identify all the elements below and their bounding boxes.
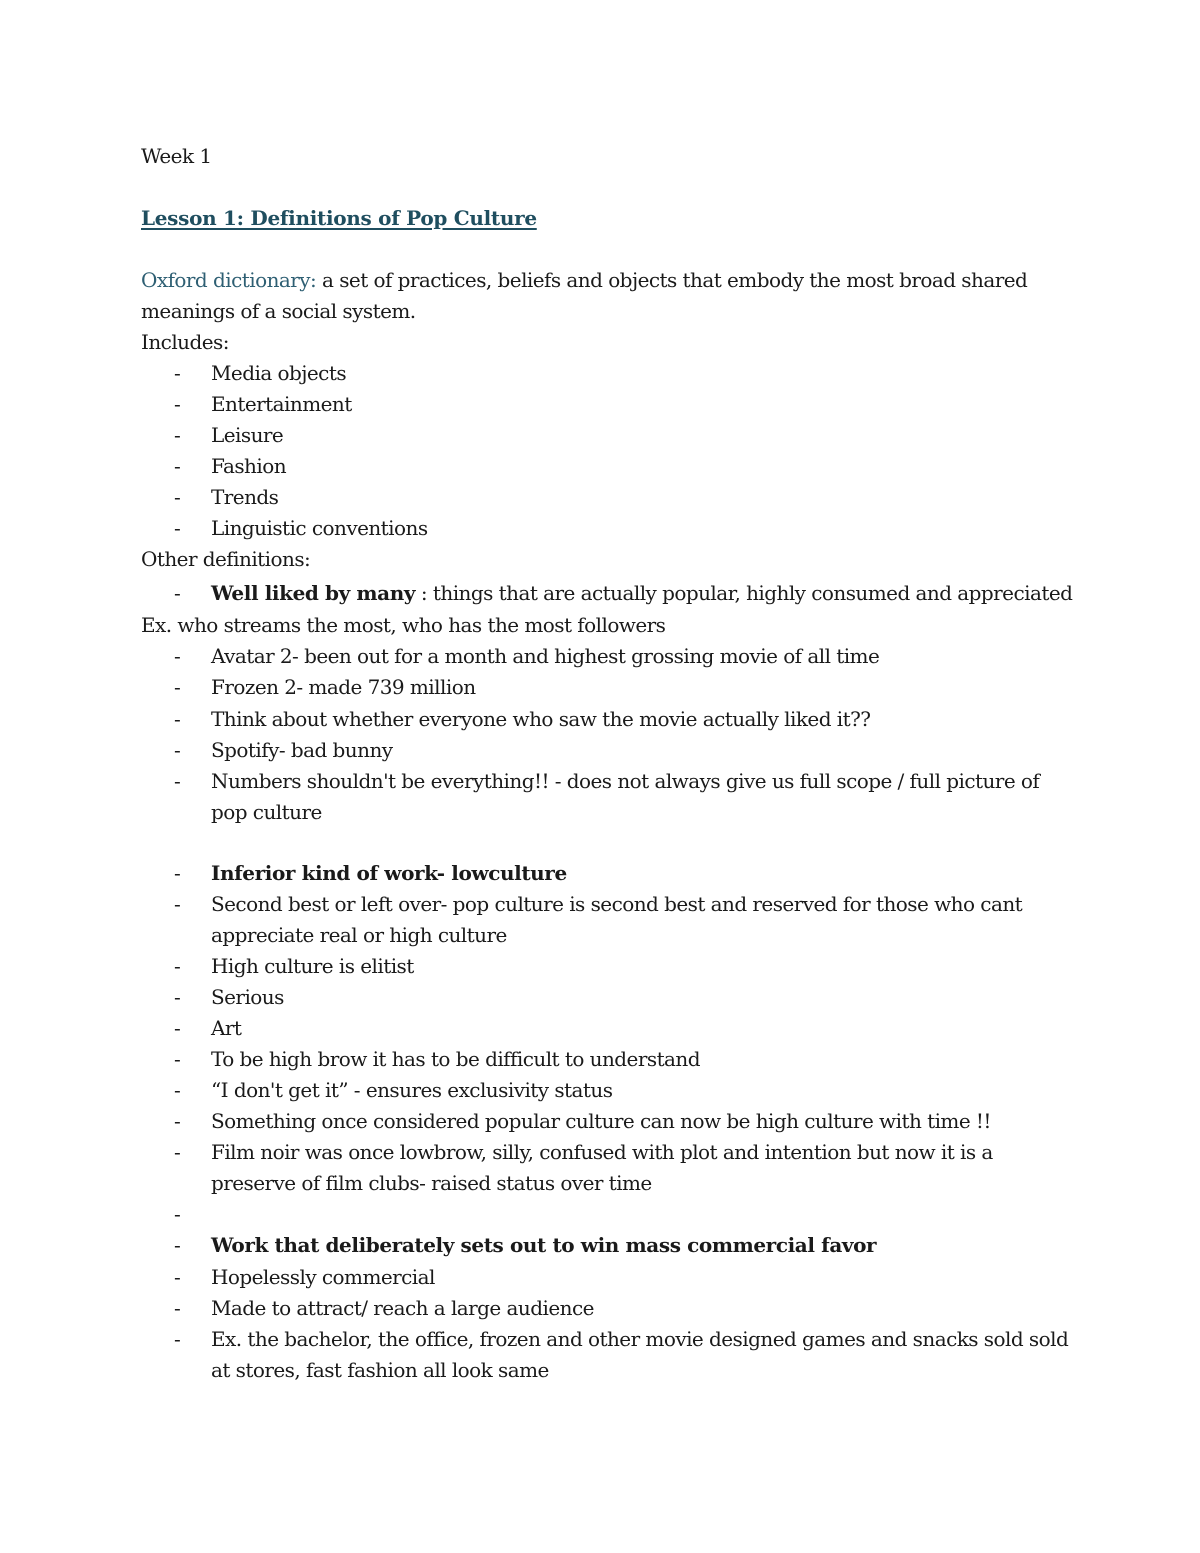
- list-item: Serious: [211, 985, 284, 1009]
- oxford-definition-line-1: [141, 265, 1027, 296]
- list-item: Media objects: [211, 361, 347, 385]
- list-bullet: -: [174, 392, 181, 416]
- list-bullet: -: [174, 861, 181, 885]
- list-bullet: -: [174, 1296, 181, 1320]
- list-item-continued: at stores, fast fashion all look same: [211, 1358, 549, 1382]
- list-item: Film noir was once lowbrow, silly, confused with plot and intention but now it is a: [211, 1140, 993, 1164]
- list-bullet: -: [174, 1016, 181, 1040]
- list-bullet: -: [174, 707, 181, 731]
- list-item: To be high brow it has to be difficult to understand: [211, 1047, 701, 1071]
- list-item-continued: appreciate real or high culture: [211, 923, 507, 947]
- list-item: Trends: [211, 485, 279, 509]
- list-bullet: -: [174, 954, 181, 978]
- list-bullet: -: [174, 454, 181, 478]
- well-liked-line: [211, 578, 1072, 609]
- list-item: Hopelessly commercial: [211, 1265, 435, 1289]
- list-item: Spotify- bad bunny: [211, 738, 393, 762]
- list-item-continued: preserve of film clubs- raised status over time: [211, 1171, 652, 1195]
- list-bullet: -: [174, 581, 181, 605]
- oxford-text: a set of practices, beliefs and objects that embody the most broad shared: [316, 268, 1028, 292]
- lesson-title: Lesson 1: Definitions of Pop Culture: [141, 206, 537, 230]
- list-item: Something once considered popular culture can now be high culture with time !!: [211, 1109, 991, 1133]
- includes-label: Includes:: [141, 330, 229, 354]
- list-item: High culture is elitist: [211, 954, 414, 978]
- list-item: Fashion: [211, 454, 287, 478]
- list-item: “I don't get it” - ensures exclusivity status: [211, 1078, 613, 1102]
- well-liked-text: : things that are actually popular, highly consumed and appreciated: [415, 581, 1073, 605]
- list-item: Made to attract/ reach a large audience: [211, 1296, 594, 1320]
- list-item: Second best or left over- pop culture is second best and reserved for those who cant: [211, 892, 1023, 916]
- list-bullet: -: [174, 1233, 181, 1257]
- list-item: Avatar 2- been out for a month and highest grossing movie of all time: [211, 644, 880, 668]
- list-item-continued: pop culture: [211, 800, 322, 824]
- list-bullet: -: [174, 1078, 181, 1102]
- example-line: Ex. who streams the most, who has the most followers: [141, 613, 666, 637]
- list-item: Leisure: [211, 423, 284, 447]
- list-bullet: -: [174, 1109, 181, 1133]
- list-item: Numbers shouldn't be everything!! - does not always give us full scope / full picture of: [211, 769, 1040, 793]
- inferior-heading: Inferior kind of work- lowculture: [211, 861, 567, 885]
- list-bullet: -: [174, 423, 181, 447]
- list-item: Linguistic conventions: [211, 516, 428, 540]
- list-item: Ex. the bachelor, the office, frozen and other movie designed games and snacks sold sold: [211, 1327, 1069, 1351]
- oxford-label: Oxford dictionary:: [141, 268, 317, 292]
- list-bullet: -: [174, 644, 181, 668]
- list-bullet: -: [174, 361, 181, 385]
- list-bullet: -: [174, 675, 181, 699]
- list-bullet: -: [174, 516, 181, 540]
- oxford-definition-line-2: meanings of a social system.: [141, 299, 416, 323]
- list-bullet: -: [174, 738, 181, 762]
- list-item: Entertainment: [211, 392, 352, 416]
- list-bullet: -: [174, 1327, 181, 1351]
- list-item: Art: [211, 1016, 242, 1040]
- list-bullet: -: [174, 1265, 181, 1289]
- other-definitions-label: Other definitions:: [141, 547, 311, 571]
- week-label: Week 1: [141, 144, 212, 168]
- list-bullet: -: [174, 1047, 181, 1071]
- commercial-heading: Work that deliberately sets out to win mass commercial favor: [211, 1233, 877, 1257]
- list-item: Think about whether everyone who saw the movie actually liked it??: [211, 707, 871, 731]
- list-bullet: -: [174, 1140, 181, 1164]
- well-liked-heading: Well liked by many: [211, 581, 416, 605]
- list-bullet: -: [174, 892, 181, 916]
- list-bullet: -: [174, 985, 181, 1009]
- list-item: Frozen 2- made 739 million: [211, 675, 476, 699]
- list-bullet: -: [174, 485, 181, 509]
- list-bullet-empty: -: [174, 1202, 181, 1226]
- list-bullet: -: [174, 769, 181, 793]
